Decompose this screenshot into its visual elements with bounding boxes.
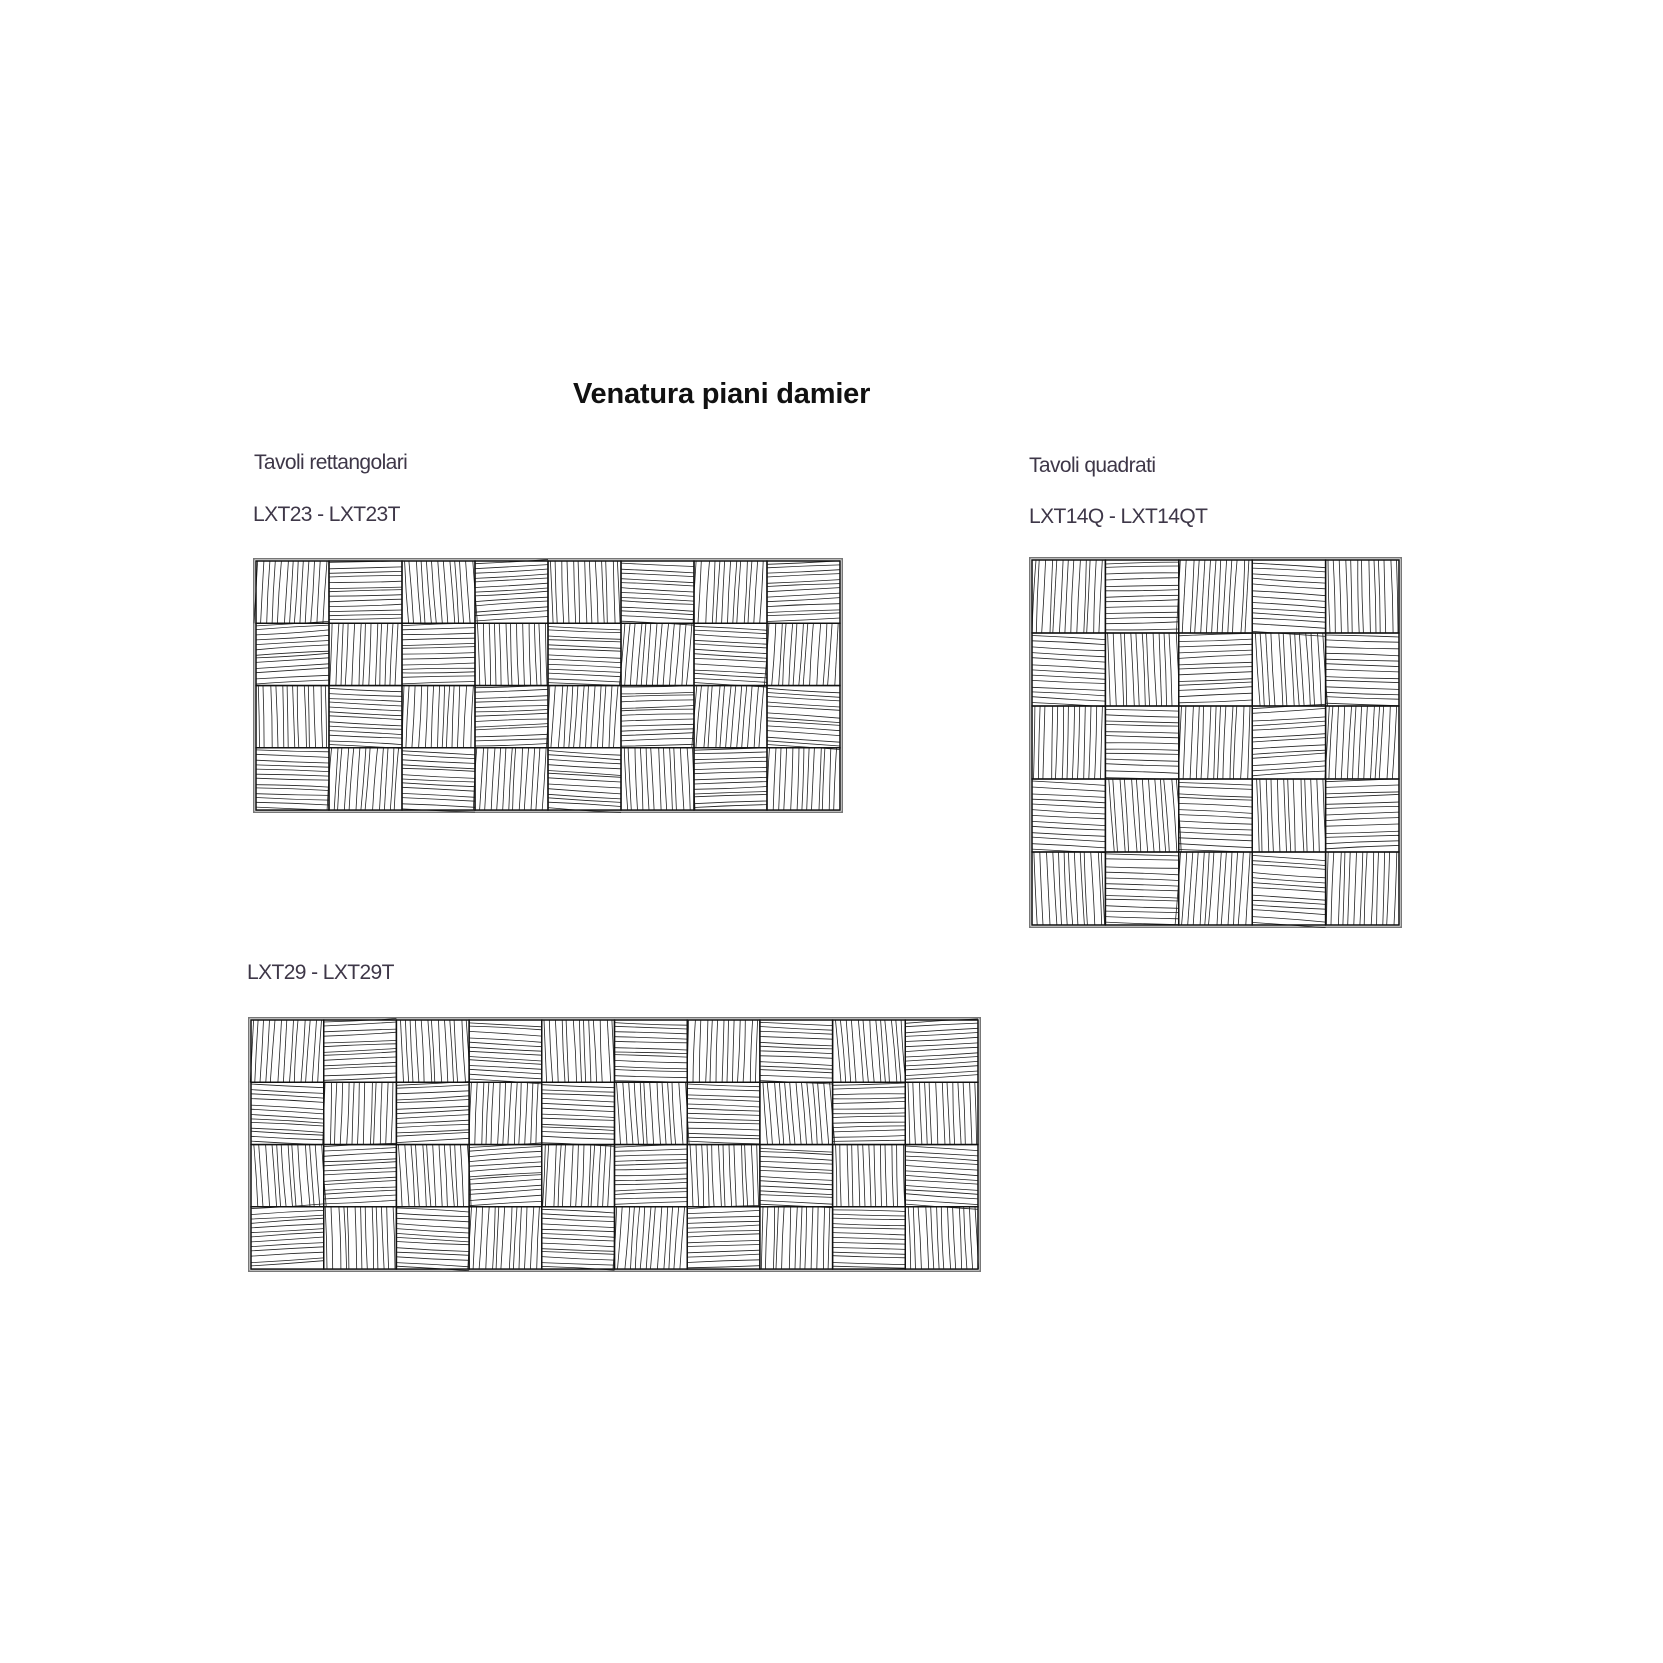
model-code-lxt29: LXT29 - LXT29T: [247, 961, 394, 984]
section-heading-rectangular: Tavoli rettangolari: [254, 451, 408, 474]
model-code-lxt14q: LXT14Q - LXT14QT: [1029, 505, 1208, 528]
table-top-lxt14q-diagram: [1029, 557, 1402, 928]
model-code-lxt23: LXT23 - LXT23T: [253, 503, 400, 526]
page-title: Venatura piani damier: [573, 378, 871, 410]
section-heading-square: Tavoli quadrati: [1029, 454, 1156, 477]
table-top-lxt29-diagram: [248, 1017, 981, 1272]
table-top-lxt14q-outer-frame: [1030, 558, 1402, 928]
table-top-lxt23-diagram: [253, 558, 843, 813]
